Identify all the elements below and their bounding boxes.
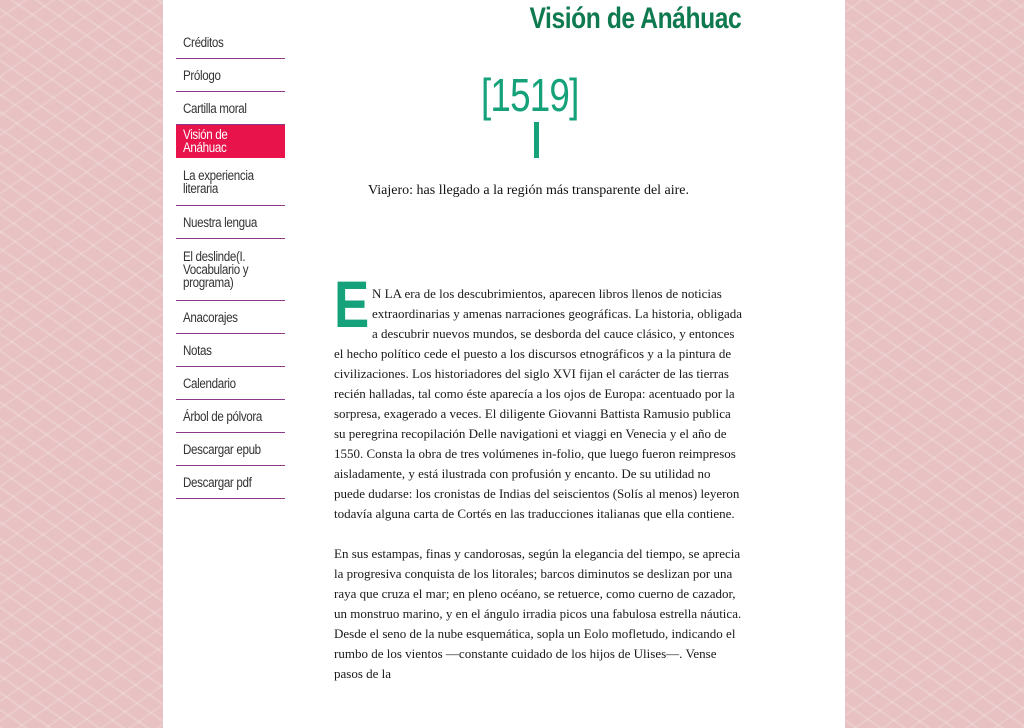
paragraph-1: [334, 267, 742, 524]
nav-item-vision-de-anahuac[interactable]: Visión de Anáhuac: [176, 125, 285, 158]
nav-item-calendario[interactable]: Calendario: [176, 367, 285, 400]
page-container: [163, 0, 845, 728]
article-body: [334, 267, 742, 704]
nav-item-notas[interactable]: Notas: [176, 334, 285, 367]
nav-item-descargar-epub[interactable]: Descargar epub: [176, 433, 285, 466]
nav-item-cartilla-moral[interactable]: Cartilla moral: [176, 92, 285, 125]
nav-item-arbol-de-polvora[interactable]: Árbol de pólvora: [176, 400, 285, 433]
nav-item-prologo[interactable]: Prólogo: [176, 59, 285, 92]
nav-item-nuestra-lengua[interactable]: Nuestra lengua: [176, 206, 285, 239]
nav-item-la-experiencia-literaria[interactable]: La experiencia literaria: [176, 158, 285, 206]
nav-item-anacorajes[interactable]: Anacorajes: [176, 301, 285, 334]
drop-cap: E: [334, 267, 370, 341]
paragraph-2: En sus estampas, finas y candorosas, según la elegancia del tiempo, se aprecia la progresiva conquista de los litorales; barcos diminutos se deslizan por una raya que cruza el mar; en pleno océano, se retuerce, como cuerno de cazador, un monstruo marino, y en el ángulo irradia picos una fabulosa estrella náutica. Desde el seno de la nube esquemática, sopla un Eolo mofletudo, indicando el rumbo de los vientos —constante cuidado de los hijos de Ulises—. Vense pasos de la: [334, 546, 742, 681]
sidebar-nav: [176, 26, 285, 499]
paragraph-1-text: N LA era de los descubrimientos, aparecen libros llenos de noticias extraordinarias y amenas narraciones geográficas. La historia, obligada a descubrir nuevos mundos, se desborda del cauce clásico, y entonces el hecho político cede el puesto a los discursos etnográficos y a la pintura de civilizaciones. Los historiadores del siglo XVI fijan el carácter de las tierras recién halladas, tal como éste aparecía a los ojos de Europa: acentuado por la sorpresa, exagerado a veces. El diligente Giovanni Battista Ramusio publica su peregrina recopilación Delle navigationi et viaggi en Venecia y el año de 1550. Consta la obra de tres volúmenes in-folio, que luego fueron reimpresos aisladamente, y está ilustrada con profusión y encanto. De su utilidad no puede dudarse: los cronistas de Indias del seiscientos (Solís al menos) leyeron todavía alguna carta de Cortés en las traducciones italianas que ella contiene.: [334, 286, 742, 521]
nav-item-creditos[interactable]: Créditos: [176, 26, 285, 59]
nav-item-descargar-pdf[interactable]: Descargar pdf: [176, 466, 285, 499]
epigraph: Viajero: has llegado a la región más transparente del aire.: [368, 183, 690, 198]
page-title: Visión de Anáhuac: [529, 2, 741, 35]
year-divider: [534, 122, 539, 158]
nav-item-el-deslinde[interactable]: El deslinde(I. Vocabulario y programa): [176, 239, 285, 301]
year-heading: [1519]: [481, 69, 579, 121]
